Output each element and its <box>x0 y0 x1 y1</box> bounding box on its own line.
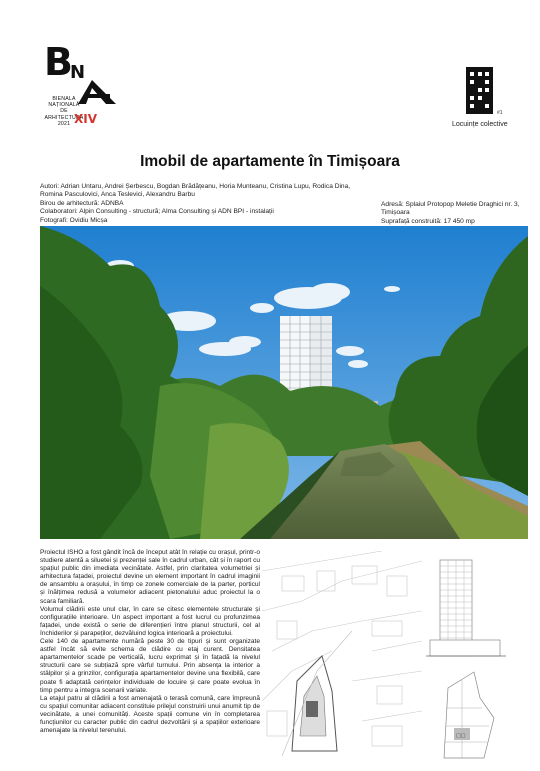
address-line: Adresă: Splaiul Protopop Meletie Draghici nr. 3, <box>381 201 520 208</box>
project-title: Imobil de apartamente în Timișoara <box>140 153 400 170</box>
built-area: Suprafață construită: 17 450 mp <box>381 217 475 225</box>
credit-line: Birou de arhitectură: ADNBA <box>40 199 124 207</box>
description-paragraph: La etajul patru al clădirii a fost amenajată o terasă comună, care împreună cu spațiul comunitar adiacent constituie prilejul construirii unui anumit tip de vecinătate, a unei comunități. Aceste spații comune vin în completarea funcțiunilor cu caracter public din cadrul dezvoltării și a spațiilor exterioare amenajate la nivelul terenului. <box>40 694 260 735</box>
floor-plan-drawing <box>434 668 514 760</box>
svg-text:□□: □□ <box>456 733 466 739</box>
category-label: Locuințe colective <box>452 121 508 128</box>
building-icon <box>466 67 493 114</box>
project-photo <box>40 226 528 539</box>
logo-letter-b: B <box>44 40 72 84</box>
logo-line: NAȚIONALĂ <box>48 102 80 109</box>
project-description <box>40 549 260 735</box>
credits-block <box>40 183 370 225</box>
project-info <box>381 201 531 226</box>
logo-letter-n: N <box>70 62 85 83</box>
logo-line: BIENALA <box>52 96 76 102</box>
description-paragraph: Volumul clădirii este unul clar, în care se citesc elementele structurale și configurațiile interioare. Un aspect important a fost lucrul cu profunzimea fațadei, unde există o serie de diferențieri între planul structurii, cel al închiderilor și parapeților, dezvăluind logica interioară a proiectului. <box>40 605 260 637</box>
category-number: #1 <box>497 110 503 116</box>
logo-line: ARHITECTURĂ <box>44 114 84 121</box>
description-paragraph: Proiectul ISHO a fost gândit încă de început atât în relație cu orașul, printr-o studiere atentă a siluetei și prezenței sale în cadrul urban, cât și în raport cu spațiul public din imediata vecinătate. Astfel, prin claritatea volumetriei și arhitectura fațadei, proiectul devine un element important în cadrul imaginii de ansamblu a orașului, în timp ce zonele comerciale de la parter, porticul și înălțimea redusă a volumelor adiacent pietonalului aduc proiectul la o scara familiară. <box>40 549 260 605</box>
elevation-drawing <box>426 552 506 664</box>
logo-edition: XIV <box>74 112 98 126</box>
site-plan-drawing <box>262 551 422 761</box>
credit-line: Romina Pasculovici, Anca Teslevici, Alexandru Barbu <box>40 191 195 199</box>
credit-line: Fotografi: Ovidiu Micșa <box>40 216 108 224</box>
address-line: Timișoara <box>381 209 410 217</box>
description-paragraph: Cele 140 de apartamente numără peste 30 de tipuri și sunt organizate astfel încât să evite schema de clădire cu etaj curent. Densitatea apartamentelor scade pe verticală, lucru exprimat și în fațadă la nivelul structurii care se subțiază spre vârful turnului. Prin absența la interior a stâlpilor și a grinzilor, configurația apartamentelor devine una flexibilă, care poate fi adaptată cerințelor individuale de locuire și care poate evolua în timp pentru a integra scenarii variate. <box>40 638 260 694</box>
credit-line: Colaboratori: Alpin Consulting - structură; Alma Consulting și ADN BPI - instalații <box>40 208 274 216</box>
logo-line: DE <box>60 108 68 115</box>
logo-line: 2021 <box>57 120 71 127</box>
credit-line: Autori: Adrian Untaru, Andrei Șerbescu, Bogdan Brădățeanu, Horia Munteanu, Cristina Lupu, Rodica Dina, <box>40 183 351 190</box>
